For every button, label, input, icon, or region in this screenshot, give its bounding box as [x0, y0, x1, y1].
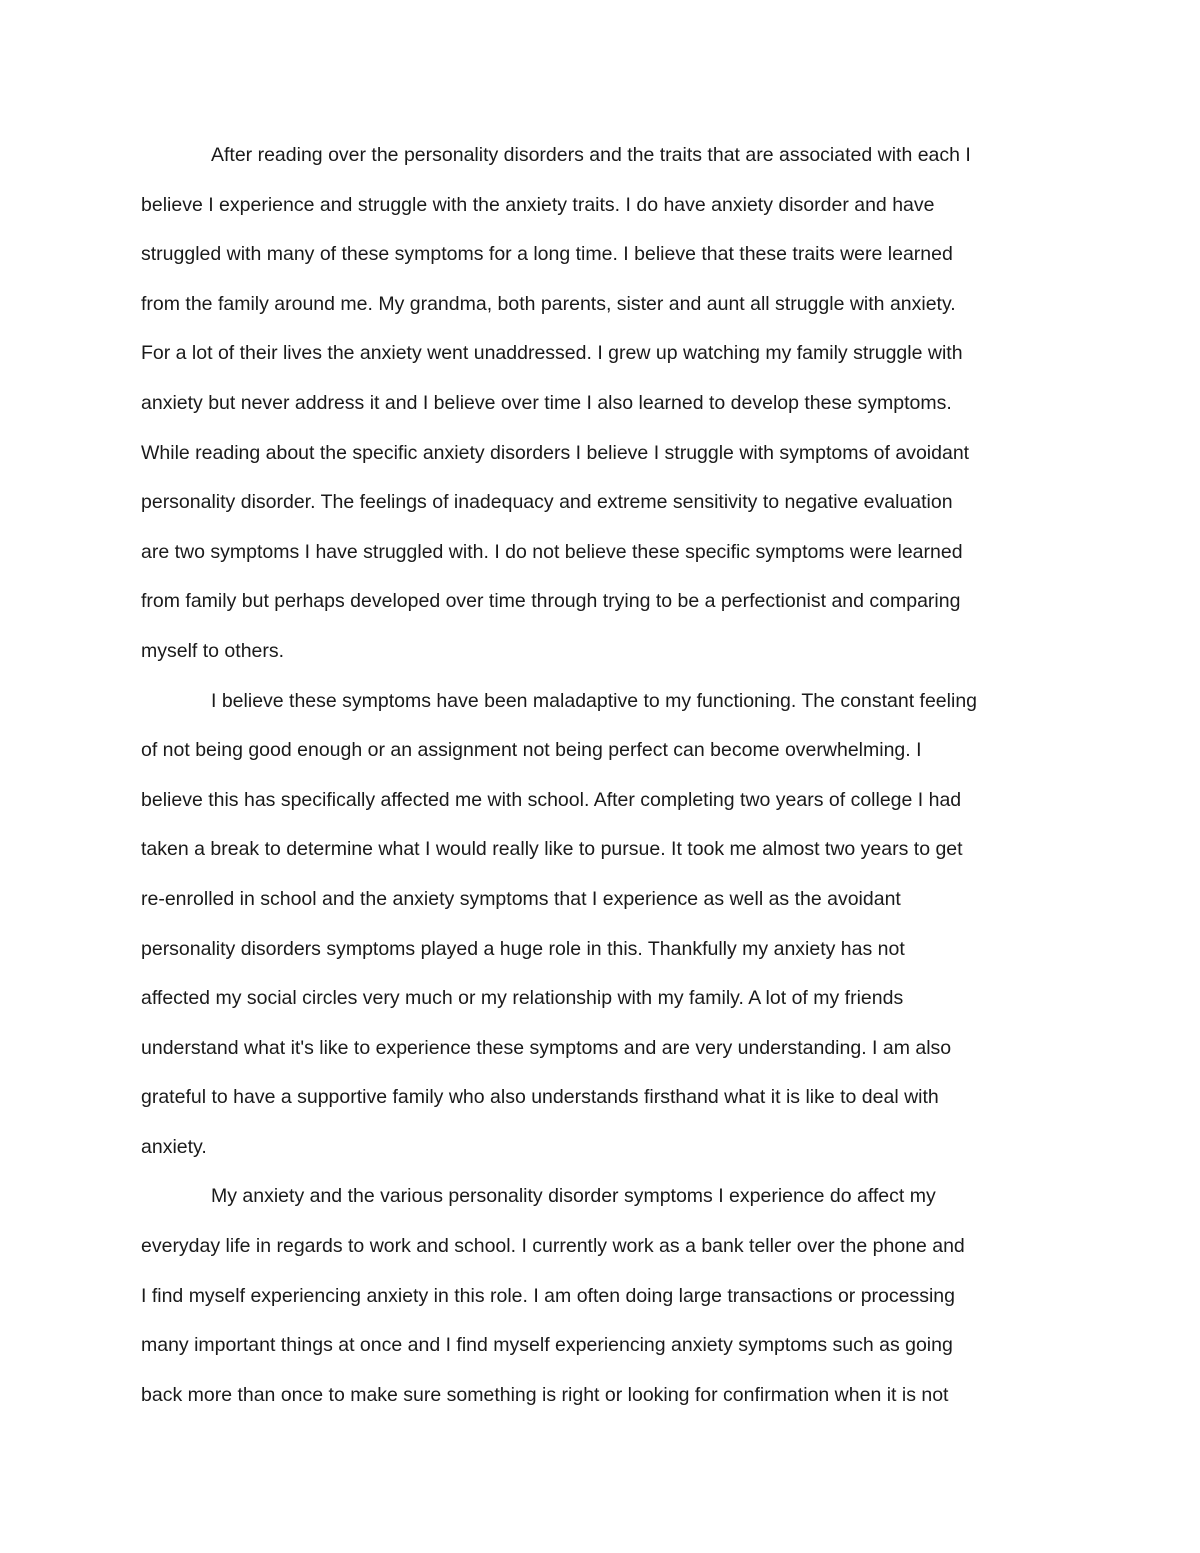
text-line: myself to others. — [141, 639, 285, 662]
text-line: personality disorder. The feelings of inadequacy and extreme sensitivity to negative evaluation — [141, 491, 953, 514]
text-line: I find myself experiencing anxiety in this role. I am often doing large transactions or processing — [141, 1284, 956, 1307]
text-line: many important things at once and I find myself experiencing anxiety symptoms such as going — [141, 1334, 953, 1357]
text-line: from family but perhaps developed over time through trying to be a perfectionist and comparing — [141, 590, 961, 613]
text-line: My anxiety and the various personality disorder symptoms I experience do affect my — [211, 1185, 936, 1208]
text-line: anxiety. — [141, 1135, 207, 1158]
text-line: understand what it's like to experience these symptoms and are very understanding. I am also — [141, 1036, 952, 1059]
text-line: re-enrolled in school and the anxiety symptoms that I experience as well as the avoidant — [141, 887, 901, 910]
text-line: everyday life in regards to work and school. I currently work as a bank teller over the phone and — [141, 1235, 965, 1258]
text-line: For a lot of their lives the anxiety went unaddressed. I grew up watching my family struggle with — [141, 342, 963, 365]
paragraph-3 — [141, 1172, 1071, 1420]
text-line: struggled with many of these symptoms for a long time. I believe that these traits were learned — [141, 243, 953, 266]
paragraph-2 — [141, 677, 1071, 1173]
text-line: back more than once to make sure something is right or looking for confirmation when it is not — [141, 1383, 949, 1406]
text-line: from the family around me. My grandma, both parents, sister and aunt all struggle with anxiety. — [141, 292, 956, 315]
text-line: While reading about the specific anxiety disorders I believe I struggle with symptoms of avoidant — [141, 441, 970, 464]
paragraph-1 — [141, 131, 1071, 677]
text-line: taken a break to determine what I would really like to pursue. It took me almost two years to get — [141, 838, 963, 861]
document-page — [141, 131, 1071, 1420]
text-line: of not being good enough or an assignment not being perfect can become overwhelming. I — [141, 739, 922, 762]
text-line: anxiety but never address it and I believe over time I also learned to develop these symptoms. — [141, 391, 952, 414]
text-line: personality disorders symptoms played a huge role in this. Thankfully my anxiety has not — [141, 937, 905, 960]
text-line: believe I experience and struggle with the anxiety traits. I do have anxiety disorder and have — [141, 193, 935, 216]
text-line: are two symptoms I have struggled with. I do not believe these specific symptoms were learned — [141, 540, 963, 563]
text-line: After reading over the personality disorders and the traits that are associated with each I — [211, 144, 971, 166]
text-line: grateful to have a supportive family who also understands firsthand what it is like to deal with — [141, 1086, 939, 1109]
text-line: believe this has specifically affected me with school. After completing two years of college I had — [141, 788, 962, 811]
text-line: I believe these symptoms have been maladaptive to my functioning. The constant feeling — [211, 689, 978, 712]
text-line: affected my social circles very much or my relationship with my family. A lot of my friends — [141, 987, 904, 1010]
